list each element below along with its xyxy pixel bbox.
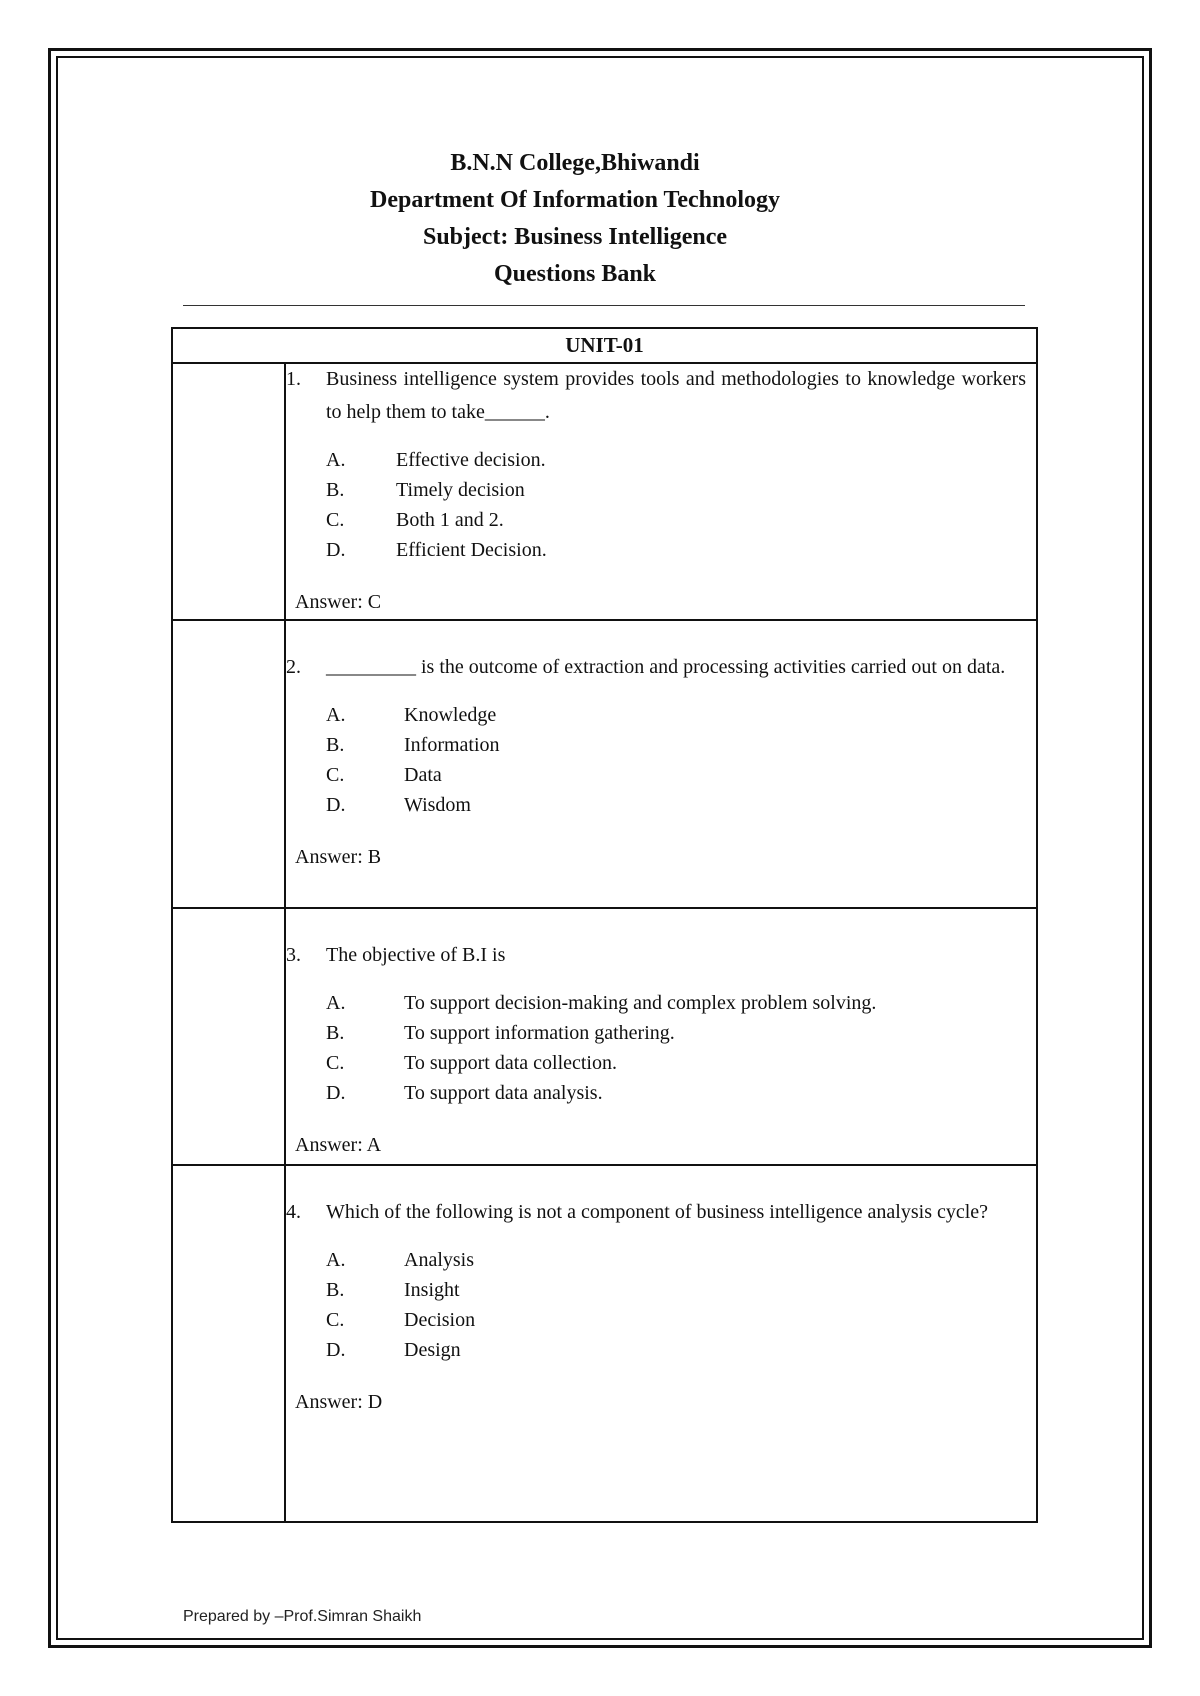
row-separator bbox=[173, 907, 1036, 909]
question-number: 2. bbox=[286, 656, 301, 678]
option-a: A. Knowledge bbox=[326, 704, 497, 726]
option-c: C. Both 1 and 2. bbox=[326, 509, 504, 531]
options-list bbox=[286, 1245, 1026, 1365]
prepared-by-footer: Prepared by –Prof.Simran Shaikh bbox=[183, 1608, 422, 1625]
option-b: B. To support information gathering. bbox=[326, 1022, 675, 1044]
option-d: D. Efficient Decision. bbox=[326, 539, 547, 561]
answer: Answer: D bbox=[295, 1391, 383, 1413]
option-a: A. Analysis bbox=[326, 1249, 474, 1271]
options-list bbox=[286, 445, 1026, 565]
questions-table bbox=[171, 327, 1038, 1523]
option-d: D. Design bbox=[326, 1339, 461, 1361]
question-number: 4. bbox=[286, 1201, 301, 1223]
document-title: Questions Bank bbox=[493, 261, 657, 287]
options-list bbox=[286, 700, 1026, 820]
option-b: B. Insight bbox=[326, 1279, 460, 1301]
question-text: 2. _________ is the outcome of extraction and processing activities carried out on data. bbox=[286, 651, 1026, 684]
question-text: 4. Which of the following is not a component of business intelligence analysis cycle? bbox=[286, 1196, 1026, 1229]
option-c: C. To support data collection. bbox=[326, 1052, 617, 1074]
option-c: C. Decision bbox=[326, 1309, 476, 1331]
document-header bbox=[0, 145, 1150, 293]
question-number: 3. bbox=[286, 944, 301, 966]
options-list bbox=[286, 988, 1026, 1108]
question-number: 1. bbox=[286, 368, 301, 390]
question-3 bbox=[286, 939, 1026, 1160]
answer: Answer: C bbox=[295, 591, 382, 613]
department-name: Department Of Information Technology bbox=[370, 187, 780, 213]
question-4 bbox=[286, 1196, 1026, 1417]
option-c: C. Data bbox=[326, 764, 442, 786]
option-b: B. Information bbox=[326, 734, 500, 756]
question-2 bbox=[286, 651, 1026, 872]
option-a: A. To support decision-making and complex problem solving. bbox=[326, 992, 877, 1014]
subject-name: Subject: Business Intelligence bbox=[422, 224, 727, 250]
row-separator bbox=[173, 619, 1036, 621]
answer: Answer: A bbox=[295, 1134, 382, 1156]
college-name: B.N.N College,Bhiwandi bbox=[450, 150, 700, 176]
unit-title: UNIT-01 bbox=[173, 329, 1036, 364]
question-text: 3. The objective of B.I is bbox=[286, 939, 1026, 972]
header-divider bbox=[183, 305, 1025, 306]
row-separator bbox=[173, 1164, 1036, 1166]
option-b: B. Timely decision bbox=[326, 479, 525, 501]
option-d: D. To support data analysis. bbox=[326, 1082, 603, 1104]
option-a: A. Effective decision. bbox=[326, 449, 546, 471]
option-d: D. Wisdom bbox=[326, 794, 471, 816]
question-1 bbox=[286, 363, 1026, 617]
answer: Answer: B bbox=[295, 846, 382, 868]
question-text: 1. Business intelligence system provides tools and methodologies to knowledge workers to help them to take______. bbox=[286, 363, 1026, 429]
